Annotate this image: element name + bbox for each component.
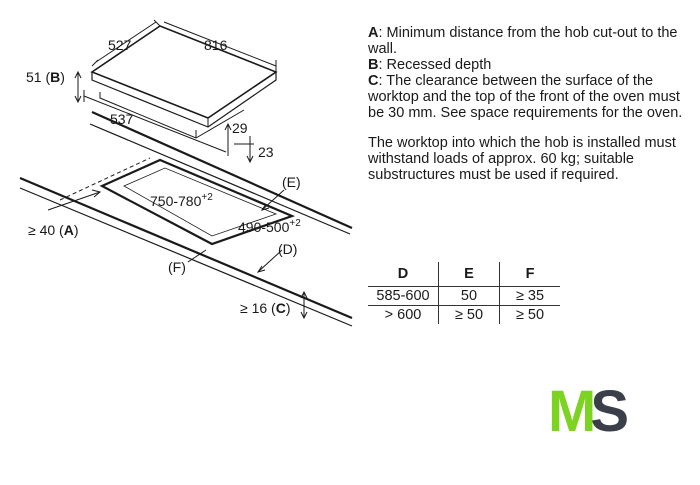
note-c: C: The clearance between the surface of the worktop and the top of the front of the oven must be 30 mm. See space requirements for the oven.	[368, 73, 683, 121]
note-worktop-load: The worktop into which the hob is installed must withstand loads of approx. 60 kg; suitable substructures must be used if required.	[368, 135, 676, 183]
table-row	[368, 306, 560, 325]
table-cell: 585-600	[368, 287, 439, 306]
ms-logo	[548, 379, 638, 444]
logo-letter-m: M	[548, 379, 591, 444]
dim-d-label: (D)	[278, 241, 298, 257]
table-header-f: F	[500, 262, 561, 287]
dim-51: 51 (B)	[26, 69, 65, 85]
dim-816: 816	[204, 37, 228, 53]
dim-f-label: (F)	[168, 259, 186, 275]
dim-29: 29	[232, 120, 248, 136]
table-cell: > 600	[368, 306, 439, 325]
dim-537: 537	[110, 111, 134, 127]
table-cell: 50	[439, 287, 500, 306]
table-header-row	[368, 262, 560, 287]
worktop-back-edge	[92, 112, 352, 228]
dim-cutout-depth: $490-500^{+2}$	[238, 218, 301, 235]
guide-dashed	[60, 158, 150, 200]
dim-527: 527	[108, 37, 132, 53]
note-b: B: Recessed depth	[368, 57, 492, 73]
installation-notes	[368, 25, 688, 183]
table-cell: ≥ 35	[500, 287, 561, 306]
dim-e-label: (E)	[282, 174, 301, 190]
table-header-d: D	[368, 262, 439, 287]
logo-letter-s: S	[590, 379, 624, 444]
table-cell: ≥ 50	[439, 306, 500, 325]
hob-installation-diagram	[0, 0, 360, 340]
table-header-e: E	[439, 262, 500, 287]
dim-cutout-width: $750-780^{+2}$	[150, 192, 213, 209]
dim-c-min: ≥ 16 (C)	[240, 300, 291, 316]
clearance-table	[368, 262, 560, 324]
table-row	[368, 287, 560, 306]
dim-a-min: ≥ 40 (A)	[28, 222, 79, 238]
table-cell: ≥ 50	[515, 307, 545, 323]
dim-23: 23	[258, 144, 274, 160]
note-a: A: Minimum distance from the hob cut-out to the wall.	[368, 25, 678, 57]
